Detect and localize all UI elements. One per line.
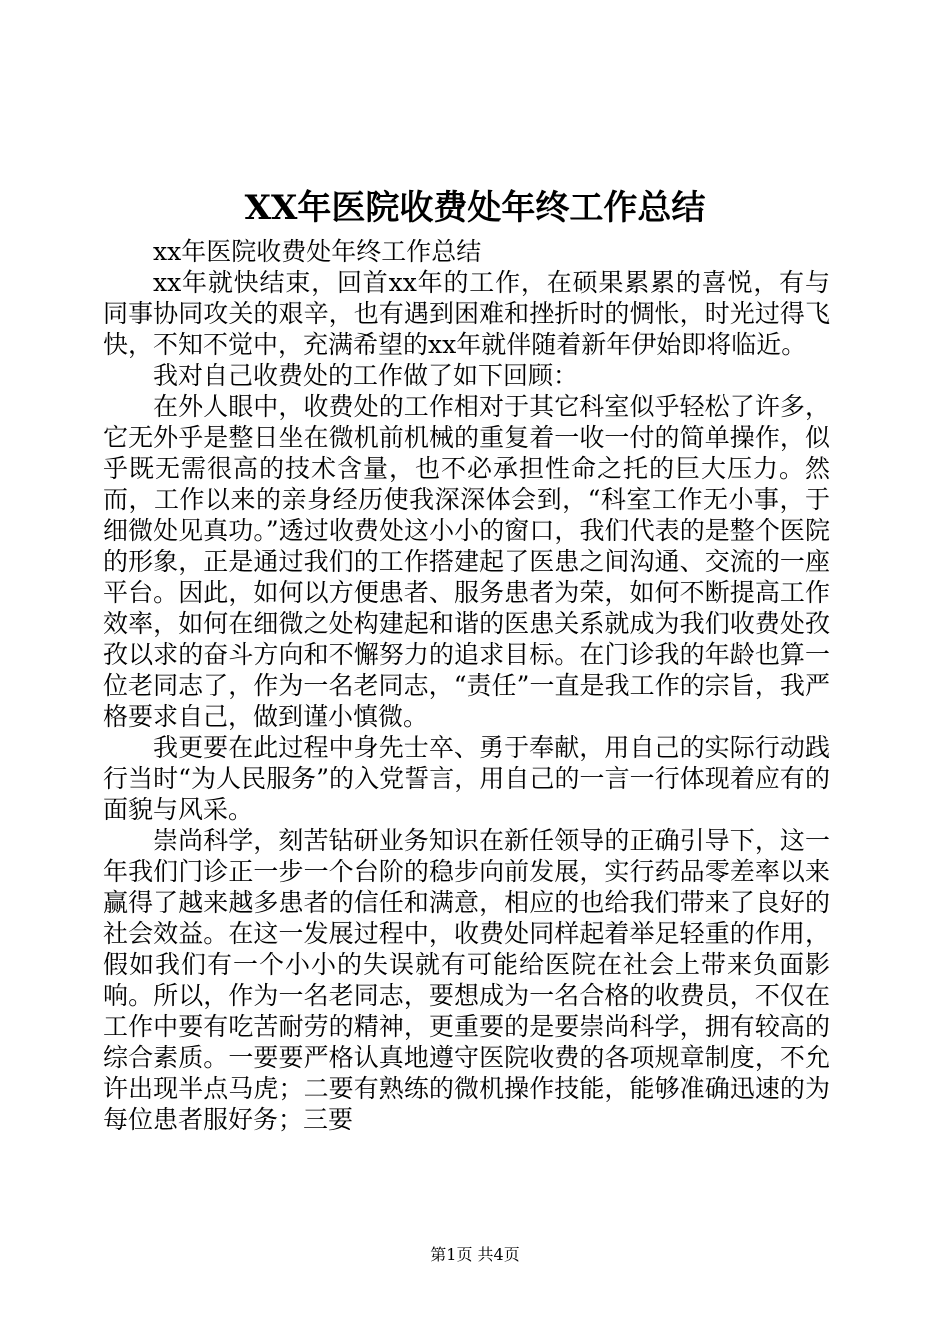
paragraph-responsibility: 在外人眼中，收费处的工作相对于其它科室似乎轻松了许多，它无外乎是整日坐在微机前机械的重复着一收一付的简单操作，似乎既无需很高的技术含量，也不必承担性命之托的巨大压力。然而，工作以来的亲身经历使我深深体会到，“科室工作无小事，于细微处见真功。”透过收费处这小小的窗口，我们代表的是整个医院的形象，正是通过我们的工作搭建起了医患之间沟通、交流的一座平台。因此，如何以方便患者、服务患者为荣，如何不断提高工作效率，如何在细微之处构建起和谐的医患关系就成为我们收费处孜孜以求的奋斗方向和不懈努力的追求目标。在门诊我的年龄也算一位老同志了，作为一名老同志，“责任”一直是我工作的宗旨，我严格要求自己，做到谨小慎微。 [103, 392, 830, 731]
page-number: 第1页 共4页 [430, 1245, 520, 1264]
paragraph-science: 崇尚科学，刻苦钻研业务知识在新任领导的正确引导下，这一年我们门诊正一步一个台阶的稳步向前发展，实行药品零差率以来赢得了越来越多患者的信任和满意，相应的也给我们带来了良好的社会效益。在这一发展过程中，收费处同样起着举足轻重的作用，假如我们有一个小小的失误就有可能给医院在社会上带来负面影响。所以，作为一名老同志，要想成为一名合格的收费员，不仅在工作中要有吃苦耐劳的精神，更重要的是要崇尚科学，拥有较高的综合素质。一要要严格认真地遵守医院收费的各项规章制度，不允许出现半点马虎；二要有熟练的微机操作技能，能够准确迅速的为每位患者服好务；三要 [103, 826, 830, 1134]
paragraph-dedication: 我更要在此过程中身先士卒、勇于奉献，用自己的实际行动践行当时“为人民服务”的入党誓言，用自己的一言一行体现着应有的面貌与风采。 [103, 733, 830, 824]
document-title: XX年医院收费处年终工作总结 [244, 188, 706, 228]
document-body [103, 236, 830, 1135]
paragraph-subtitle: xx年医院收费处年终工作总结 [153, 237, 482, 266]
paragraph-review-heading: 我对自己收费处的工作做了如下回顾： [153, 361, 579, 390]
paragraph-intro: xx年就快结束，回首xx年的工作，在硕果累累的喜悦，有与同事协同攻关的艰辛，也有遇到困难和挫折时的惆怅，时光过得飞快，不知不觉中，充满希望的xx年就伴随着新年伊始即将临近。 [103, 268, 830, 359]
